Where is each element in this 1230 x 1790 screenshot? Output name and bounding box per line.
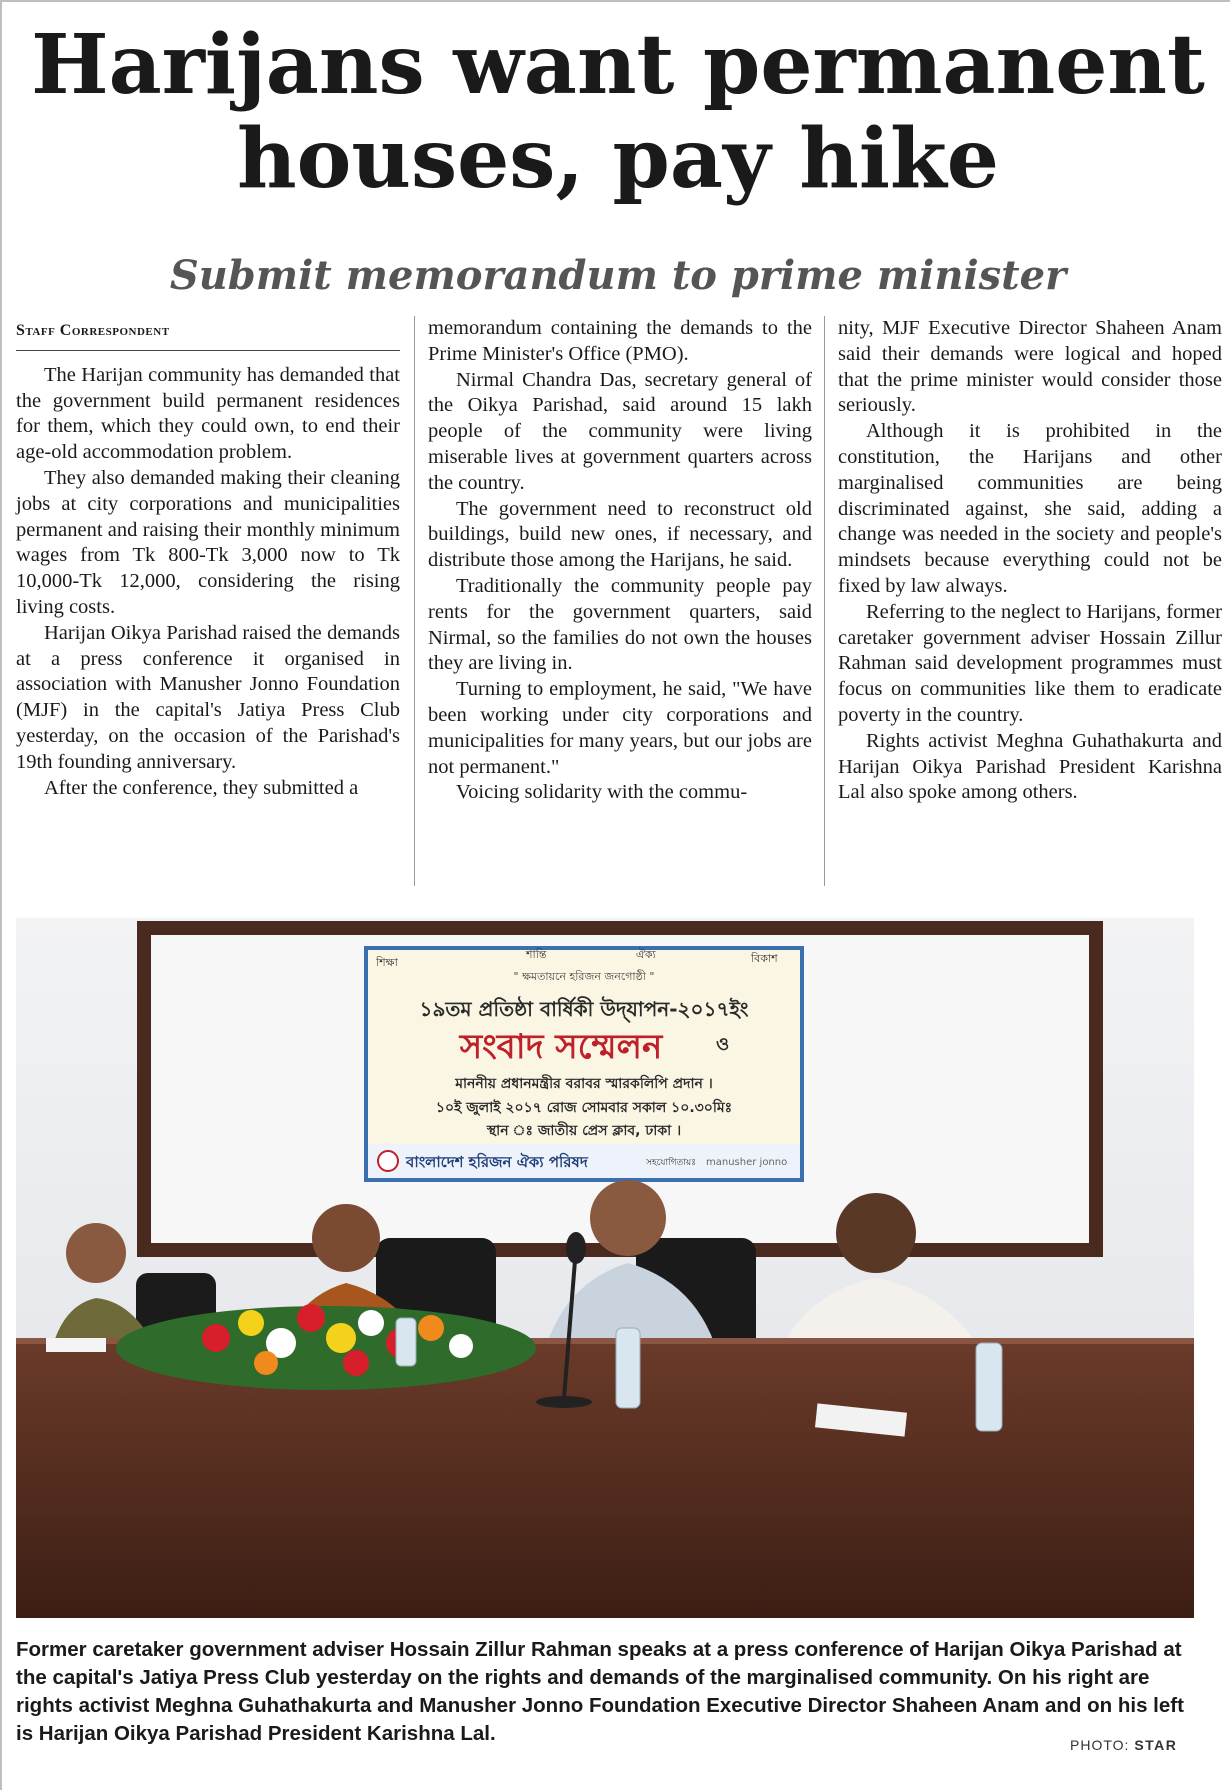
mic-icon bbox=[566, 1232, 586, 1264]
paragraph: The Harijan community has demanded that the government build permanent residences for them, which they could own, to end their age-old accommodation problem. bbox=[16, 363, 400, 464]
head bbox=[590, 1180, 666, 1256]
column-2 bbox=[428, 316, 812, 806]
bottle bbox=[396, 1318, 416, 1366]
head bbox=[66, 1223, 126, 1283]
org-logo-icon bbox=[378, 1151, 398, 1171]
mic-base bbox=[536, 1396, 592, 1408]
banner-partner: manusher jonno bbox=[706, 1157, 788, 1168]
flower bbox=[358, 1310, 384, 1336]
paragraph: Nirmal Chandra Das, secretary general of the Oikya Parishad, said around 15 lakh people of the community were living miserable lives at government quarters across the country. bbox=[428, 368, 812, 494]
banner-support: সহযোগিতায়ঃ bbox=[646, 1158, 697, 1168]
flower bbox=[343, 1350, 369, 1376]
flower bbox=[418, 1315, 444, 1341]
paragraph: Referring to the neglect to Harijans, former caretaker government adviser Hossain Zillur Rahman said development programmes must focus on communities like them to eradicate poverty in the country. bbox=[838, 600, 1222, 726]
byline-text: Staff Correspondent bbox=[16, 322, 170, 339]
paragraph: Voicing solidarity with the commu- bbox=[456, 781, 748, 804]
flower bbox=[297, 1304, 325, 1332]
banner-org: বাংলাদেশ হরিজন ঐক্য পরিষদ bbox=[406, 1153, 588, 1171]
flower bbox=[449, 1334, 473, 1358]
press-conference-photo bbox=[16, 918, 1194, 1618]
headline-line-2: houses, pay hike bbox=[237, 111, 999, 207]
bottle bbox=[976, 1343, 1002, 1431]
banner-word-mid2: ঐক্য bbox=[636, 948, 656, 961]
banner-line-5: স্থান ঃ জাতীয় প্রেস ক্লাব, ঢাকা । bbox=[486, 1123, 682, 1139]
paragraph: Turning to employment, he said, "We have been working under city corporations and municipalities for many years, but our jobs are not permanent." bbox=[428, 678, 812, 778]
left-border bbox=[0, 0, 2, 1790]
flower bbox=[202, 1324, 230, 1352]
banner-tagline: " ক্ষমতায়নে হরিজন জনগোষ্ঠী " bbox=[513, 970, 655, 983]
banner-word-left: শিক্ষা bbox=[376, 956, 398, 969]
photo-caption: Former caretaker government adviser Hossain Zillur Rahman speaks at a press conference of Harijan Oikya Parishad at the capital's Jatiya Press Club yesterday on the rights and demands of the marginalised community. On his right are rights activist Meghna Guhathakurta and Manusher Jonno Foundation Executive Director Shaheen Anam and on his left is Harijan Oikya Parishad President Karishna Lal. bbox=[16, 1638, 1184, 1745]
paper bbox=[46, 1338, 106, 1352]
headline-line-1: Harijans want permanent bbox=[31, 17, 1205, 113]
byline bbox=[16, 318, 400, 344]
paragraph: After the conference, they submitted a bbox=[44, 776, 359, 799]
banner-line-2: সংবাদ সম্মেলন bbox=[459, 1027, 663, 1067]
photo-illustration bbox=[16, 918, 1194, 1618]
banner-word-mid1: শান্তি bbox=[526, 948, 547, 961]
paragraph: memorandum containing the demands to the Prime Minister's Office (PMO). bbox=[428, 317, 812, 365]
top-border bbox=[0, 0, 1230, 2]
photo-credit bbox=[1070, 1737, 1177, 1753]
leaves bbox=[116, 1306, 536, 1390]
paragraph: Although it is prohibited in the constitution, the Harijans and other marginalised communities are being discriminated against, she said, adding a change was needed in the society and people's mindsets because everything could not be fixed by law always. bbox=[838, 420, 1222, 597]
head bbox=[836, 1193, 916, 1273]
head bbox=[312, 1204, 380, 1272]
bottle bbox=[616, 1328, 640, 1408]
banner-word-right: বিকাশ bbox=[751, 952, 778, 965]
column-1 bbox=[16, 316, 400, 801]
column-divider bbox=[824, 316, 825, 886]
banner-line-4: ১০ই জুলাই ২০১৭ রোজ সোমবার সকাল ১০.৩০মিঃ bbox=[435, 1100, 733, 1116]
paragraph: Harijan Oikya Parishad raised the demands at a press conference it organised in association with Manusher Jonno Foundation (MJF) in the capital's Jatiya Press Club yesterday, on the occasion of the Parishad's 19th founding anniversary. bbox=[16, 621, 400, 773]
banner-line-3: মাননীয় প্রধানমন্ত্রীর বরাবর স্মারকলিপি প্রদান । bbox=[455, 1076, 713, 1092]
column-3 bbox=[838, 316, 1222, 806]
photo-credit-source: STAR bbox=[1134, 1737, 1178, 1753]
banner-line-2-suffix: ও bbox=[716, 1034, 730, 1055]
flower bbox=[254, 1351, 278, 1375]
paragraph: The government need to reconstruct old buildings, build new ones, if necessary, and distribute those among the Harijans, he said. bbox=[428, 497, 812, 572]
paragraph: Rights activist Meghna Guhathakurta and Harijan Oikya Parishad President Karishna Lal also spoke among others. bbox=[838, 729, 1222, 804]
photo-credit-label: PHOTO: bbox=[1070, 1737, 1130, 1753]
paragraph: They also demanded making their cleaning jobs at city corporations and municipalities permanent and raising their monthly minimum wages from Tk 800-Tk 3,000 now to Tk 10,000-Tk 12,000, considering the rising living costs. bbox=[16, 466, 400, 618]
paragraph: Traditionally the community people pay rents for the government quarters, said Nirmal, so the families do not own the houses they are living in. bbox=[428, 574, 812, 675]
banner bbox=[366, 948, 802, 1180]
article-body bbox=[16, 316, 1226, 886]
headline bbox=[18, 18, 1218, 206]
banner-line-1: ১৯তম প্রতিষ্ঠা বার্ষিকী উদ্‌যাপন-২০১৭ইং bbox=[419, 997, 749, 1021]
paragraph: nity, MJF Executive Director Shaheen Anam said their demands were logical and hoped that the prime minister would consider those seriously. bbox=[838, 317, 1222, 417]
flower bbox=[238, 1310, 264, 1336]
subheadline: Submit memorandum to prime minister bbox=[169, 252, 1067, 299]
column-divider bbox=[414, 316, 415, 886]
flower bbox=[326, 1323, 356, 1353]
byline-rule bbox=[16, 350, 400, 351]
